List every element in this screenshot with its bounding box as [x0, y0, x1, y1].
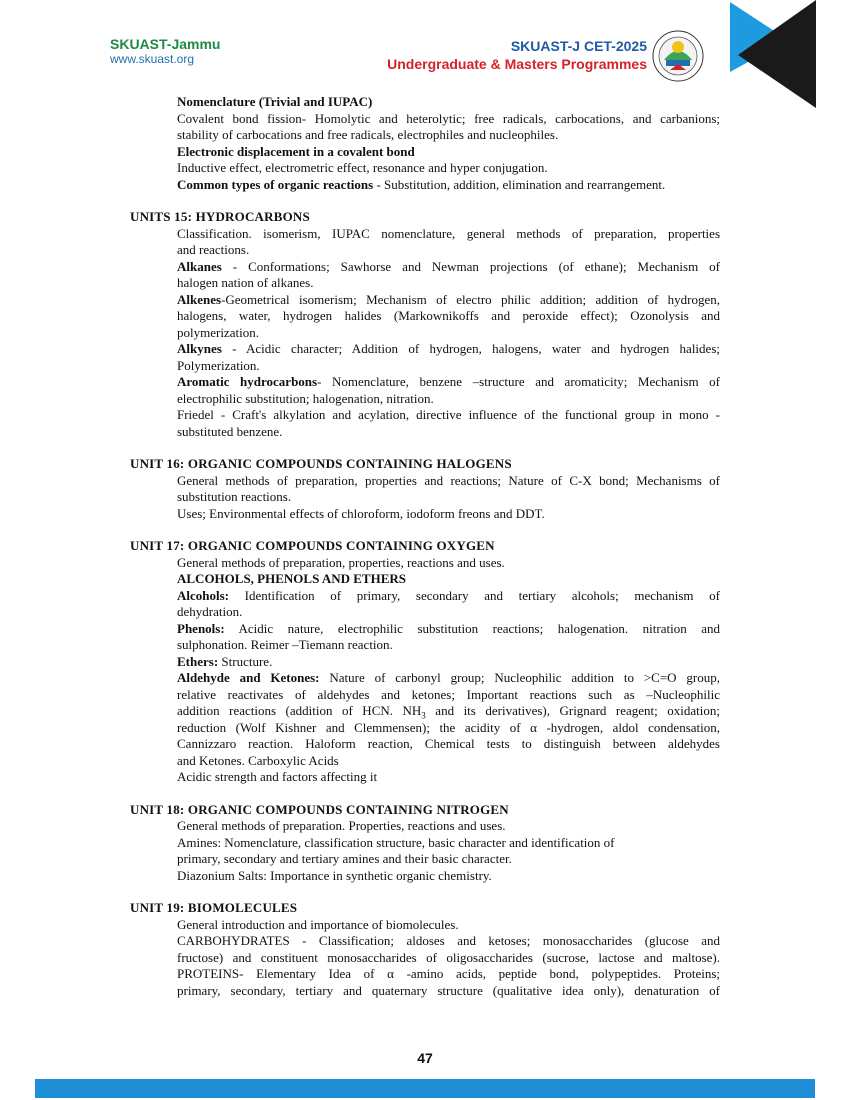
section-heading: ALCOHOLS, PHENOLS AND ETHERS	[177, 571, 406, 586]
header-left	[110, 37, 220, 66]
text-line: halogen nation of alkanes.	[177, 275, 314, 290]
text-line: Ethers: Structure.	[177, 653, 273, 669]
university-seal-logo	[652, 30, 704, 82]
text-line: Diazonium Salts: Importance in synthetic organic chemistry.	[177, 867, 492, 883]
text-line: electrophilic substitution; halogenation, nitration.	[177, 390, 434, 406]
text-line: Friedel - Craft's alkylation and acylation, directive influence of the functional group in mono -	[177, 407, 720, 422]
text-line: CARBOHYDRATES - Classification; aldoses and ketoses; monosaccharides (glucose and	[177, 933, 720, 948]
text-line: addition reactions (addition of HCN. $NH_3$ and its derivatives), Grignard reagent; oxidation;	[177, 703, 720, 721]
section-heading: Electronic displacement in a covalent bond	[177, 143, 415, 159]
text-line: Uses; Environmental effects of chloroform, iodoform freons and DDT.	[177, 505, 545, 521]
text-line: PROTEINS- Elementary Idea of α -amino acids, peptide bond, polypeptides. Proteins;	[177, 966, 720, 981]
text-line: Covalent bond fission- Homolytic and heterolytic; free radicals, carbocations, and carbanions;	[177, 110, 720, 126]
text-line: sulphonation. Reimer –Tiemann reaction.	[177, 637, 393, 652]
text-line: Aromatic hydrocarbons- Nomenclature, benzene –structure and aromaticity; Mechanism of	[177, 374, 720, 389]
text-line: Alcohols: Identification of primary, secondary and tertiary alcohols; mechanism of	[177, 587, 720, 603]
text-line: primary, secondary, tertiary and quaternary structure (qualitative idea only), denaturation of	[177, 982, 720, 998]
text-line: General methods of preparation. Properties, reactions and uses.	[177, 818, 506, 833]
website-link[interactable]: www.skuast.org	[110, 52, 195, 66]
text-line: and Ketones. Carboxylic Acids	[177, 752, 339, 768]
text-line: polymerization.	[177, 324, 259, 340]
text-line: Alkanes - Conformations; Sawhorse and Newman projections (of ethane); Mechanism of	[177, 258, 720, 274]
text-line: General methods of preparation, properties, reactions and uses.	[177, 554, 505, 570]
text-line: Common types of organic reactions - Substitution, addition, elimination and rearrangement.	[177, 176, 666, 192]
header-right	[387, 37, 647, 73]
unit-title: UNIT 19: BIOMOLECULES	[130, 900, 298, 915]
text-line: Alkenes-Geometrical isomerism; Mechanism of electro philic addition; addition of hydrogen,	[177, 291, 720, 307]
text-line: halogens, water, hydrogen halides (Markownikoffs and peroxide effect); Ozonolysis and	[177, 308, 720, 323]
text-line: substituted benzene.	[177, 423, 283, 439]
text-line: Classification. isomerism, IUPAC nomenclature, general methods of preparation, properties	[177, 225, 720, 241]
text-line: relative reactivates of aldehydes and ketones; Important reactions such as –Nucleophilic	[177, 686, 720, 702]
unit-title: UNITS 15: HYDROCARBONS	[130, 209, 310, 224]
text-line: Phenols: Acidic nature, electrophilic substitution reactions; halogenation. nitration and	[177, 620, 720, 636]
text-line: Amines: Nomenclature, classification structure, basic character and identification of	[177, 834, 615, 850]
text-line: reduction (Wolf Kishner and Clemmensen); the acidity of α -hydrogen, aldol condensation,	[177, 719, 720, 735]
text-line: substitution reactions.	[177, 489, 292, 504]
text-line: General methods of preparation, properties and reactions; Nature of C-X bond; Mechanisms of	[177, 472, 720, 488]
text-line: Polymerization.	[177, 357, 260, 373]
text-line: primary, secondary and tertiary amines and their basic character.	[177, 851, 512, 866]
section-heading: Nomenclature (Trivial and IUPAC)	[177, 94, 373, 109]
text-line: dehydration.	[177, 604, 243, 619]
text-line: and reactions.	[177, 242, 250, 257]
unit-title: UNIT 18: ORGANIC COMPOUNDS CONTAINING NITROGEN	[130, 801, 509, 817]
text-line: Alkynes - Acidic character; Addition of hydrogen, halogens, water and hydrogen halides;	[177, 341, 720, 356]
page-number: 47	[417, 1050, 433, 1066]
text-line: stability of carbocations and free radicals, electrophiles and nucleophiles.	[177, 127, 559, 142]
unit-title: UNIT 17: ORGANIC COMPOUNDS CONTAINING OXYGEN	[130, 538, 495, 553]
exam-title: SKUAST-J CET-2025	[510, 38, 647, 54]
text-line: Cannizzaro reaction. Haloform reaction, Chemical tests to distinguish between aldehydes	[177, 736, 720, 751]
org-name: SKUAST-Jammu	[110, 36, 221, 52]
footer-bar	[35, 1079, 815, 1098]
text-line: fructose) and constituent monosaccharides of oligosaccharides (sucrose, lactose and maltose).	[177, 949, 720, 965]
text-line: General introduction and importance of biomolecules.	[177, 916, 459, 932]
text-line: Aldehyde and Ketones: Nature of carbonyl group; Nucleophilic addition to >C=O group,	[177, 670, 720, 685]
text-line: Acidic strength and factors affecting it	[177, 769, 378, 784]
programmes-title: Undergraduate & Masters Programmes	[387, 56, 647, 72]
unit-title: UNIT 16: ORGANIC COMPOUNDS CONTAINING HALOGENS	[130, 456, 512, 471]
syllabus-content	[0, 94, 850, 999]
text-line: Inductive effect, electrometric effect, resonance and hyper conjugation.	[177, 160, 548, 175]
